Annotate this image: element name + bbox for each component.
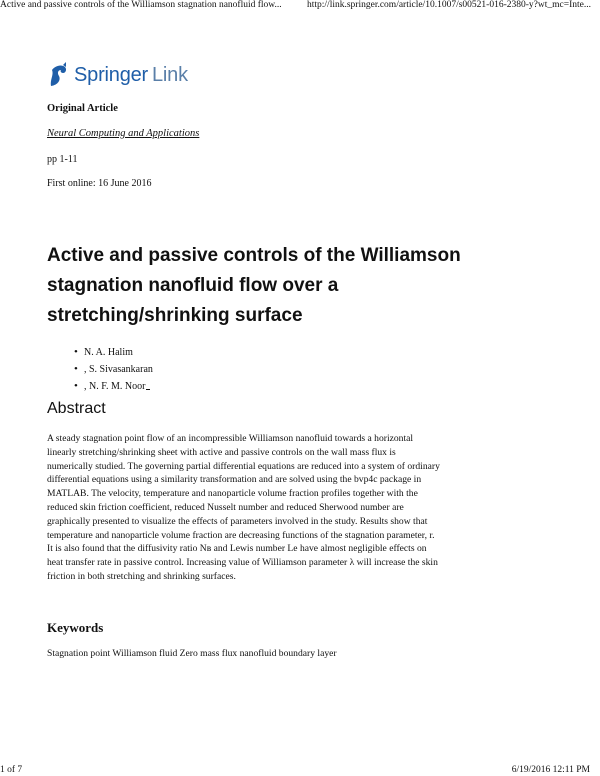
author-item[interactable] — [74, 378, 153, 395]
abstract-heading: Abstract — [47, 400, 106, 417]
springer-link-logo[interactable] — [46, 60, 188, 90]
author-name[interactable]: , S. Sivasankaran — [84, 364, 153, 375]
springer-horse-icon — [46, 61, 70, 89]
author-name[interactable]: N. A. Halim — [84, 347, 133, 358]
keywords-heading: Keywords — [47, 620, 104, 635]
email-link-icon[interactable] — [146, 379, 150, 390]
print-header-title: Active and passive controls of the Williamson stagnation nanofluid flow... — [0, 0, 282, 10]
author-item[interactable] — [74, 344, 153, 361]
logo-brand: Springer — [74, 63, 148, 86]
page-range: pp 1-11 — [47, 154, 78, 165]
print-header-url: http://link.springer.com/article/10.1007/s00521-016-2380-y?wt_mc=Inte... — [307, 0, 591, 10]
article-title: Active and passive controls of the Williamson stagnation nanofluid flow over a stretching/shrinking surface — [47, 245, 461, 326]
author-name[interactable]: , N. F. M. Noor — [84, 381, 146, 392]
print-timestamp: 6/19/2016 12:11 PM — [511, 765, 590, 775]
author-list — [74, 344, 153, 395]
logo-suffix: Link — [152, 63, 188, 86]
logo-wordmark — [74, 64, 188, 87]
article-type: Original Article — [47, 103, 118, 114]
journal-link[interactable]: Neural Computing and Applications — [47, 128, 200, 139]
abstract-text: A steady stagnation point flow of an incompressible Williamson nanofluid towards a horizontal linearly stretching/shrinking sheet with active and passive controls on the wall mass flux is numerically studied. The governing partial differential equations are reduced into a system of ordinary differential equations using a similarity transformation and are solved using the bvp4c package in MATLAB. The velocity, temperature and nanoparticle volume fraction profiles together with the reduced skin friction coefficient, reduced Nusselt number and reduced Sherwood number are graphically presented to visualize the effects of parameters involved in the study. Results show that temperature and nanoparticle volume fraction are decreasing functions of the stagnation parameter, r. It is also found that the diffusivity ratio Nʙ and Lewis number Le have almost negligible effects on heat transfer rate in passive control. Increasing value of Williamson parameter λ will increase the skin friction in both stretching and shrinking surfaces. — [47, 433, 440, 582]
author-item[interactable] — [74, 361, 153, 378]
keywords-list: Stagnation point Williamson fluid Zero mass flux nanofluid boundary layer — [47, 648, 337, 659]
page-counter: 1 of 7 — [0, 765, 23, 775]
first-online-date: First online: 16 June 2016 — [47, 178, 152, 189]
